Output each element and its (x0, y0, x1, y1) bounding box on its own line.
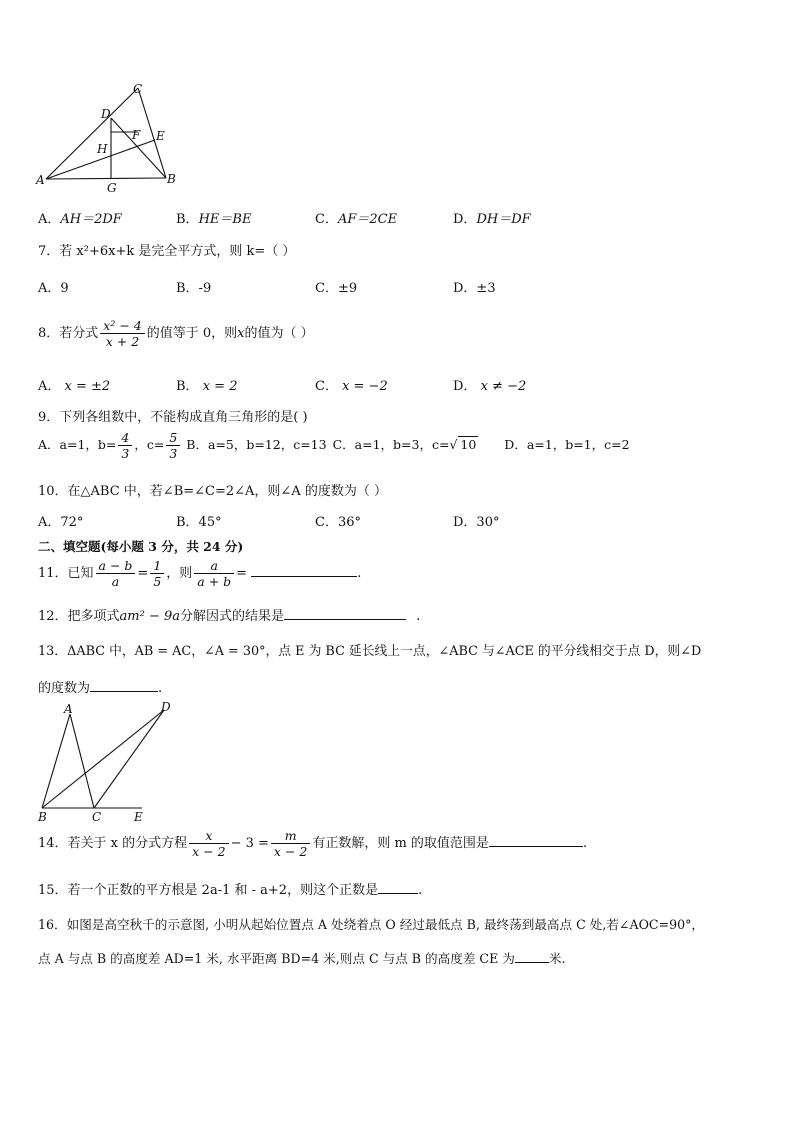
q6-option-d: D．DH＝DF (453, 212, 531, 227)
q7-option-c: C．±9 (315, 281, 358, 296)
q8-option-c: C． x = −2 (315, 379, 388, 394)
label-e: E (134, 810, 143, 824)
q10-stem: 10．在△ABC 中，若∠B=∠C=2∠A，则∠A 的度数为（ ） (38, 484, 387, 499)
q12: 12．把多项式am² − 9a分解因式的结果是 . (38, 609, 421, 624)
q15-answer-blank[interactable] (378, 881, 418, 894)
q6-option-b: B．HE＝BE (176, 212, 252, 227)
q10-option-a: A．72° (38, 515, 84, 530)
q7-option-d: D．±3 (453, 281, 496, 296)
label-a: A (64, 702, 73, 716)
q13-line1: 13．ΔABC 中，AB = AC，∠A = 30°，点 E 为 BC 延长线上一点，∠ABC 与∠ACE 的平分线相交于点 D，则∠D (38, 644, 702, 659)
triangle-figure-q13 (34, 700, 184, 825)
q7-option-a: A．9 (38, 281, 69, 296)
label-e: E (156, 129, 165, 143)
q10-option-c: C．36° (315, 515, 361, 530)
label-d: D (161, 700, 171, 714)
q15: 15．若一个正数的平方根是 2a-1 和 - a+2，则这个正数是 . (38, 883, 423, 898)
label-c: C (92, 810, 102, 824)
q9-stem: 9．下列各组数中，不能构成直角三角形的是( ) (38, 410, 308, 425)
q10-option-b: B．45° (176, 515, 222, 530)
label-d: D (101, 107, 111, 121)
q8-fraction: $\frac{\text{x² − 4}}{x + 2}$ (100, 318, 144, 349)
q8-option-b: B． x = 2 (176, 379, 238, 394)
q6-option-c: C．AF＝2CE (315, 212, 398, 227)
q16-line1: 16．如图是高空秋千的示意图, 小明从起始位置点 A 处绕着点 O 经过最低点 B, 最终荡到最高点 C 处,若∠AOC=90°， (38, 917, 705, 932)
label-h: H (97, 142, 108, 156)
label-b: B (167, 172, 176, 186)
q16-answer-blank[interactable] (515, 950, 549, 963)
q9-options: A．a=1，b= $\frac{4}{3}$ ，c= $\frac{5}{3}$ B．a=5，b=12，c=13 C．a=1，b=3，c=√ 10 D．a=1，b=1，c=2 (38, 430, 630, 461)
q16-line2: 点 A 与点 B 的高度差 AD=1 米, 水平距离 BD=4 米,则点 C 与点 B 的高度差 CE 为 米. (38, 951, 566, 966)
q8-stem: 8．若分式 $\frac{\text{x² − 4}}{x + 2}$ 的值等于 0，则x的值为（ ） (38, 318, 314, 349)
label-f: F (132, 128, 141, 142)
q11: 11．已知 $\frac{a - b}{a}$ = $\frac{1}{5}$ ，则 $\frac{a}{a + b}$ = . (38, 558, 362, 589)
q8-option-d: D． x ≠ −2 (453, 379, 527, 394)
label-a: A (36, 173, 45, 187)
section-heading: 二、填空题(每小题 3 分，共 24 分) (38, 539, 244, 554)
q6-option-a: A．AH＝2DF (38, 212, 122, 227)
label-b: B (38, 810, 47, 824)
label-g: G (107, 181, 117, 195)
triangle-figure-q6 (30, 80, 190, 195)
q11-answer-blank[interactable] (251, 564, 357, 577)
q12-answer-blank[interactable] (284, 607, 406, 620)
q7-option-b: B．-9 (176, 281, 212, 296)
q14: 14．若关于 x 的分式方程 $\frac{x}{x - 2}$ − 3 = $\frac{m}{x - 2}$ 有正数解，则 m 的取值范围是 . (38, 828, 588, 859)
q7-stem: 7．若 x²+6x+k 是完全平方式，则 k=（ ） (38, 244, 296, 259)
q14-answer-blank[interactable] (489, 834, 583, 847)
q10-option-d: D．30° (453, 515, 500, 530)
q13-line2: 的度数为 . (38, 681, 163, 696)
label-c: C (133, 82, 143, 96)
q8-option-a: A． x = ±2 (38, 379, 111, 394)
q13-answer-blank[interactable] (90, 679, 158, 692)
